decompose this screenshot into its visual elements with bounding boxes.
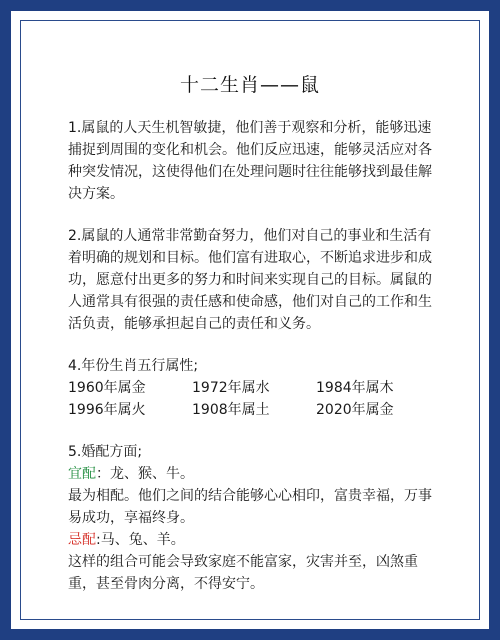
- section-3-heading: 4.年份生肖五行属性;: [68, 358, 199, 374]
- year-cell: 1984年属木: [316, 380, 394, 396]
- year-cell: 1908年属土: [192, 402, 270, 418]
- spacer: [68, 421, 438, 441]
- spacer: [68, 335, 438, 355]
- page-title: 十二生肖——鼠: [179, 74, 320, 96]
- bad-match-value: :马、兔、羊。: [96, 532, 185, 548]
- spacer: [68, 205, 438, 225]
- good-match-value: ：龙、猴、牛。: [96, 466, 194, 482]
- article: [68, 70, 438, 595]
- bad-match-line: [68, 529, 438, 551]
- section-1-text: 1.属鼠的人天生机智敏捷，他们善于观察和分析，能够迅速捕捉到周围的变化和机会。他们反应迅速，能够灵活应对各种突发情况，这使得他们在处理问题时往往能够找到最佳解决方案。: [68, 120, 432, 202]
- section-4-heading: 5.婚配方面;: [68, 444, 143, 460]
- year-cell: 1972年属水: [192, 380, 270, 396]
- year-cell: 1996年属火: [68, 402, 146, 418]
- year-cell: 2020年属金: [316, 402, 394, 418]
- bad-match-label: 忌配: [68, 532, 96, 548]
- good-match-line: [68, 463, 438, 485]
- good-match-desc: 最为相配。他们之间的结合能够心心相印，富贵幸福，万事易成功，享福终身。: [68, 488, 432, 526]
- section-2-text: 2.属鼠的人通常非常勤奋努力，他们对自己的事业和生活有着明确的规划和目标。他们富有进取心，不断追求进步和成功，愿意付出更多的努力和时间来实现自己的目标。属鼠的人通常具有很强的责任感和使命感，他们对自己的工作和生活负责，能够承担起自己的责任和义务。: [68, 228, 432, 332]
- year-cell: 1960年属金: [68, 380, 146, 396]
- year-element-table: [68, 377, 438, 421]
- bad-match-desc: 这样的组合可能会导致家庭不能富家，灾害并至，凶煞重重，甚至骨肉分离，不得安宁。: [68, 554, 418, 592]
- good-match-label: 宜配: [68, 466, 96, 482]
